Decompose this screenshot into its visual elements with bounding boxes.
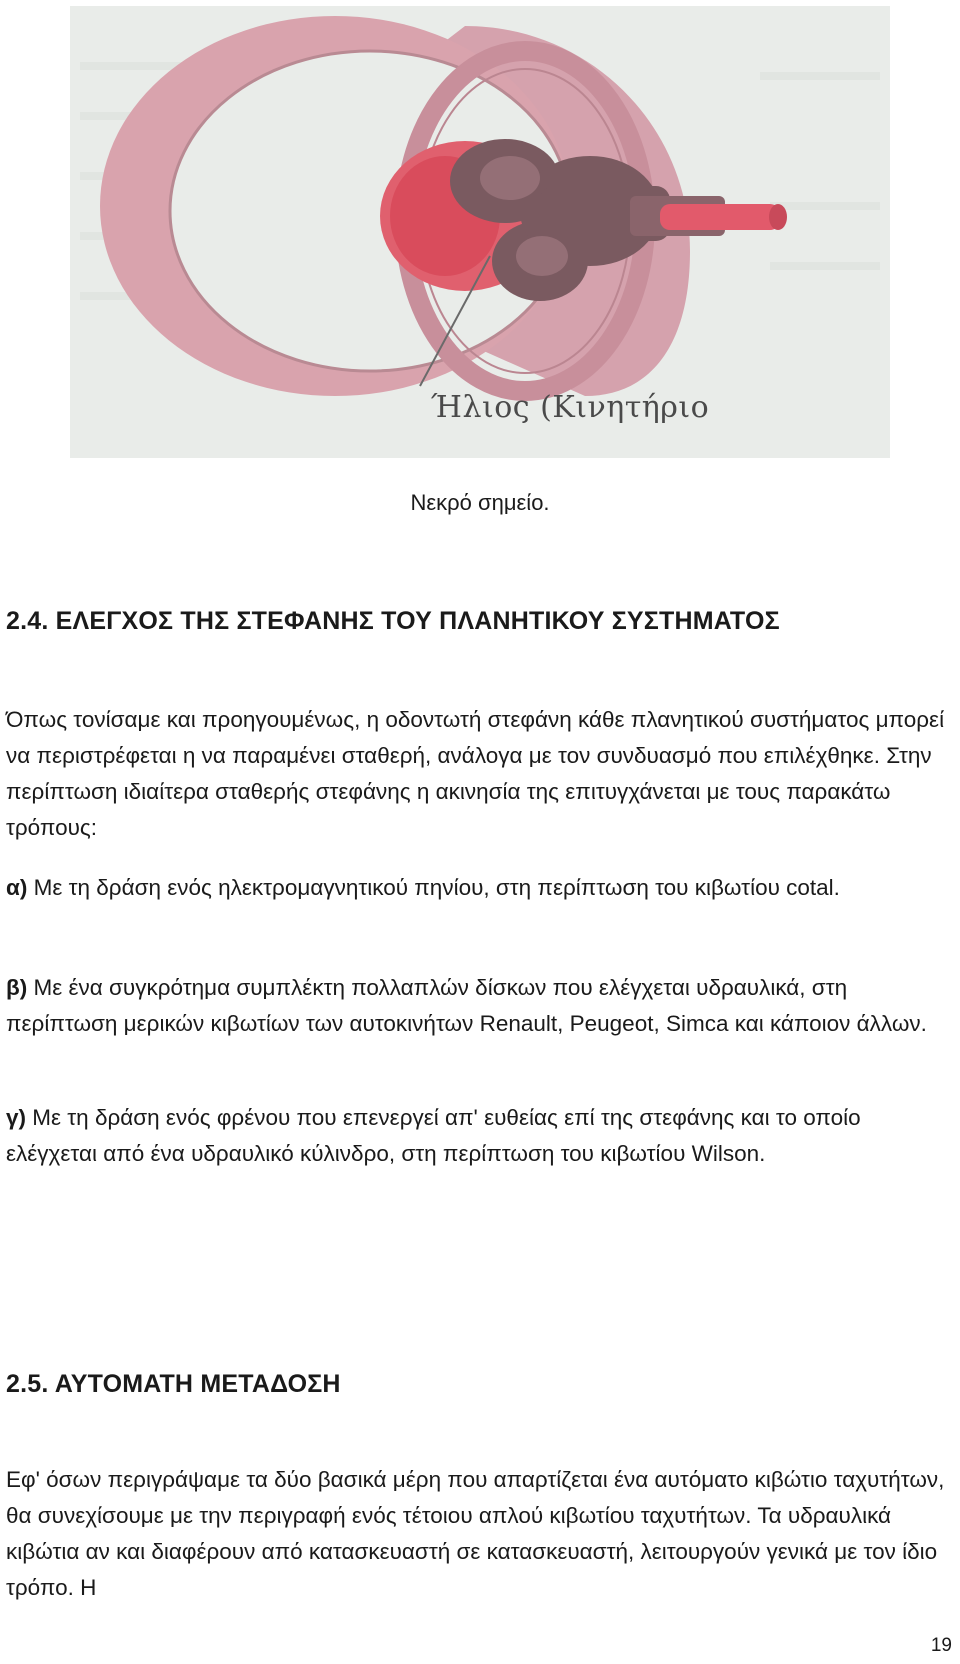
section-2-5-text: Εφ' όσων περιγράψαμε τα δύο βασικά μέρη που απαρτίζεται ένα αυτόματο κιβώτιο ταχυτήτων, θα συνεχίσουμε με την περιγραφή ενός τέτοιου απλού κιβωτίου ταχυτήτων. Τα υδραυλικά κιβώτια αν και διαφέρουν από κατασκευαστή σε κατασκευαστή, λειτουργούν γενικά με τον ίδιο τρόπο. Η: [6, 1467, 945, 1600]
figure-caption: Νεκρό σημείο.: [410, 490, 550, 515]
list-marker: γ): [6, 1105, 27, 1130]
shaft-shape: [660, 204, 780, 230]
section-heading-2-5: 2.5. ΑΥΤΟΜΑΤΗ ΜΕΤΑΔΟΣΗ: [6, 1370, 341, 1398]
section-heading-2-4: 2.4. ΕΛΕΓΧΟΣ ΤΗΣ ΣΤΕΦΑΝΗΣ ΤΟΥ ΠΛΑΝΗΤΙΚΟΥ ΣΥΣΤΗΜΑΤΟΣ: [6, 607, 780, 635]
list-item-text: Με ένα συγκρότημα συμπλέκτη πολλαπλών δίσκων που ελέγχεται υδραυλικά, στη περίπτωση μερικών κιβωτίων των αυτοκινήτων Renault, Peugeot, Simca και κάποιον άλλων.: [6, 975, 927, 1036]
list-marker: β): [6, 975, 28, 1000]
list-item: [6, 1100, 956, 1172]
page-number: 19: [930, 1635, 952, 1656]
list-item: [6, 870, 956, 906]
figure-label: Ήλιος (Κινητήριο: [430, 390, 710, 425]
list-item-text: Με τη δράση ενός ηλεκτρομαγνητικού πηνίου, στη περίπτωση του κιβωτίου cotal.: [27, 875, 840, 900]
list-item: [6, 970, 956, 1042]
list-marker: α): [6, 875, 28, 900]
list-item-text: Με τη δράση ενός φρένου που επενεργεί απ' ευθείας επί της στεφάνης και το οποίο ελέγχεται από ένα υδραυλικό κύλινδρο, στη περίπτωση του κιβωτίου Wilson.: [6, 1105, 861, 1166]
section-2-4-intro: Όπως τονίσαμε και προηγουμένως, η οδοντωτή στεφάνη κάθε πλανητικού συστήματος μπορεί να περιστρέφεται η να παραμένει σταθερή, ανάλογα με τον συνδυασμό που επιλέχθηκε. Στην περίπτωση ιδιαίτερα σταθερής στεφάνης η ακινησία της επιτυγχάνεται με τους παρακάτω τρόπους:: [6, 707, 945, 840]
planetary-gear-figure: [70, 6, 890, 458]
